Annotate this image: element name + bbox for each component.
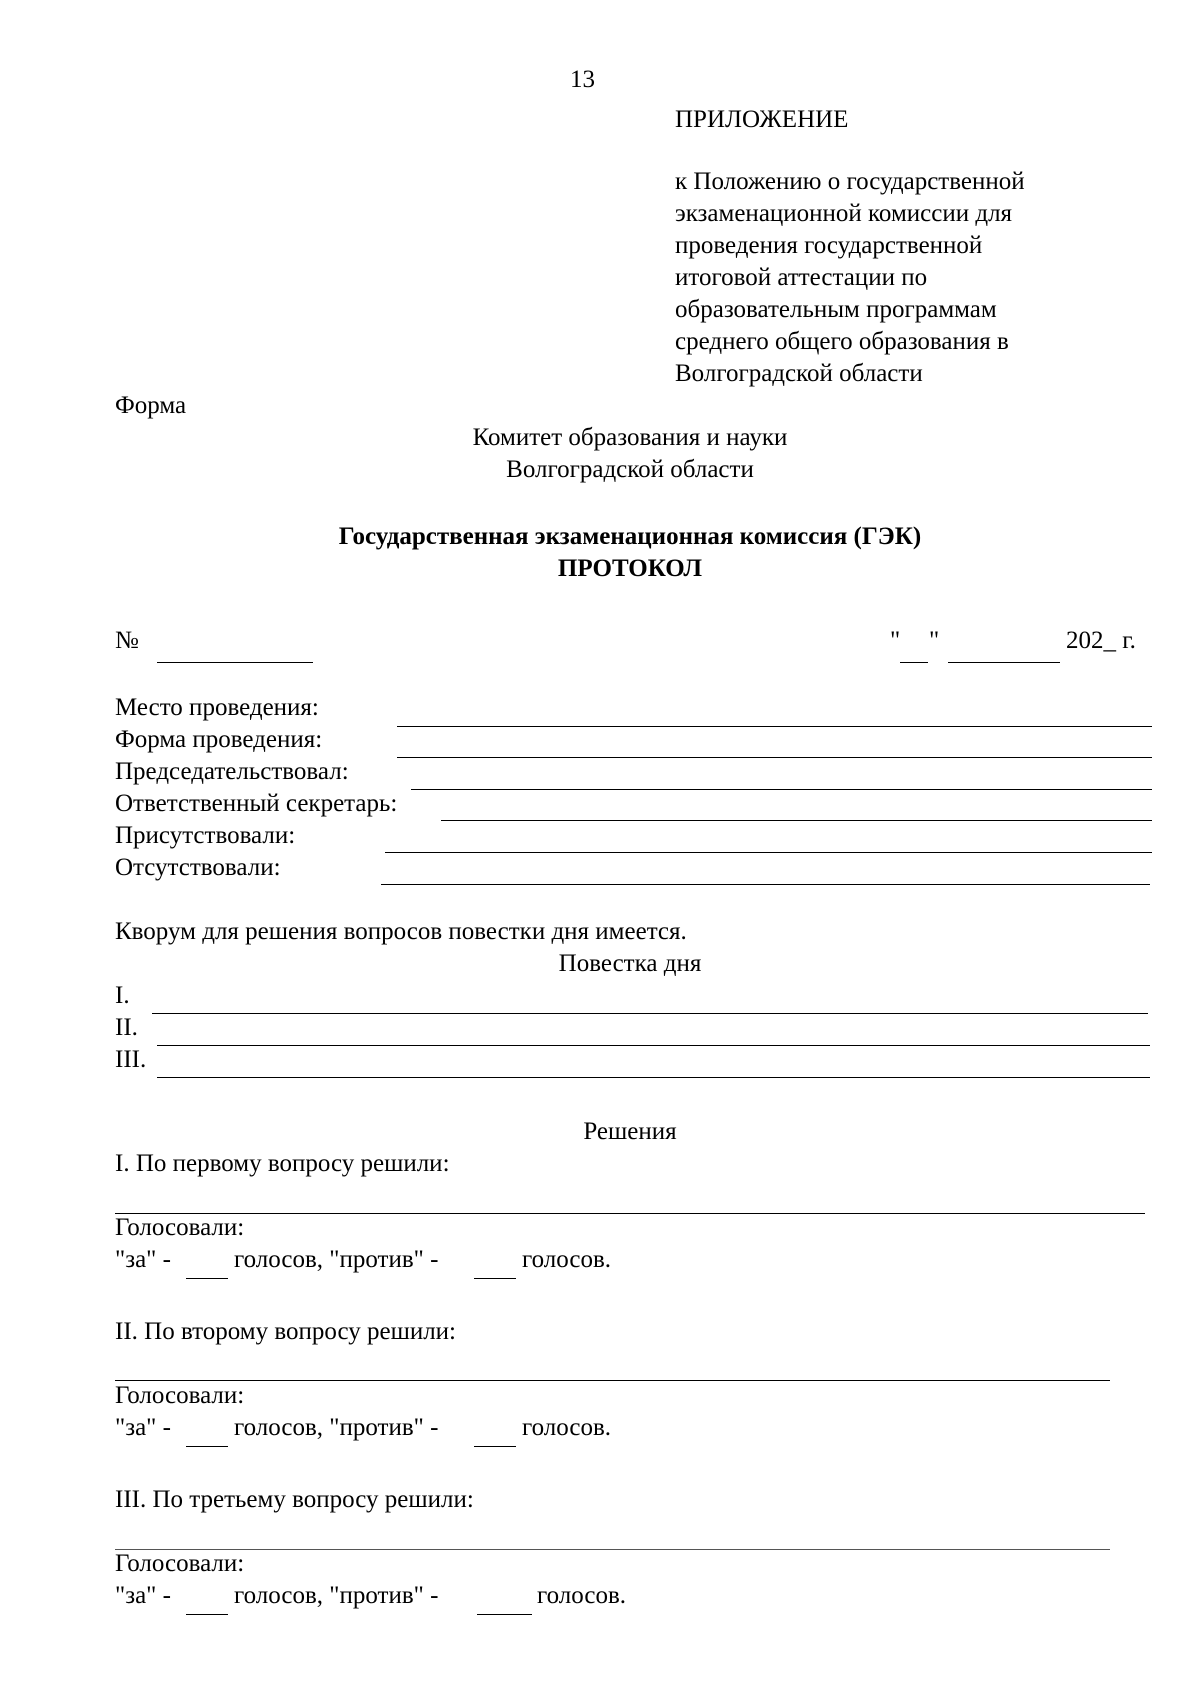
appendix-line: Волгоградской области <box>675 360 923 387</box>
field-label-secretary: Ответственный секретарь: <box>115 790 398 817</box>
decision-blank <box>115 1213 1145 1214</box>
votes-for-label: "за" - <box>115 1246 171 1273</box>
votes-against-label: голосов, "против" - <box>234 1246 439 1273</box>
agenda-item-number: III. <box>115 1046 147 1073</box>
field-blank-format <box>397 757 1152 758</box>
appendix-line: проведения государственной <box>675 232 983 259</box>
form-label: Форма <box>115 392 187 419</box>
votes-for-label: "за" - <box>115 1414 171 1441</box>
org-name-line2: Волгоградской области <box>506 456 754 483</box>
decision-blank <box>115 1549 1110 1550</box>
field-blank-secretary <box>441 820 1152 821</box>
votes-for-blank <box>186 1614 228 1615</box>
org-name-line1: Комитет образования и науки <box>472 424 788 451</box>
appendix-line: среднего общего образования в <box>675 328 1009 355</box>
voted-label: Голосовали: <box>115 1214 245 1241</box>
votes-against-label: голосов, "против" - <box>234 1414 439 1441</box>
field-label-chair: Председательствовал: <box>115 758 349 785</box>
decision-blank <box>115 1380 1110 1381</box>
decision-heading: II. По второму вопросу решили: <box>115 1318 457 1345</box>
agenda-item-number: I. <box>115 982 130 1009</box>
date-close-quote: " <box>929 627 940 654</box>
votes-end-label: голосов. <box>537 1582 627 1609</box>
date-day-blank <box>900 662 928 663</box>
field-blank-chair <box>411 789 1152 790</box>
appendix-line: к Положению о государственной <box>675 168 1025 195</box>
votes-for-label: "за" - <box>115 1582 171 1609</box>
field-blank-absent <box>381 884 1150 885</box>
votes-for-blank <box>186 1278 228 1279</box>
appendix-line: итоговой аттестации по <box>675 264 928 291</box>
commission-title: Государственная экзаменационная комиссия (ГЭК) <box>338 523 922 550</box>
votes-end-label: голосов. <box>522 1246 612 1273</box>
field-label-format: Форма проведения: <box>115 726 323 753</box>
field-label-absent: Отсутствовали: <box>115 854 281 881</box>
appendix-line: экзаменационной комиссии для <box>675 200 1013 227</box>
votes-against-label: голосов, "против" - <box>234 1582 439 1609</box>
voted-label: Голосовали: <box>115 1382 245 1409</box>
protocol-title: ПРОТОКОЛ <box>557 555 703 582</box>
votes-for-blank <box>186 1446 228 1447</box>
votes-against-blank <box>474 1278 516 1279</box>
field-label-location: Место проведения: <box>115 694 319 721</box>
field-label-present: Присутствовали: <box>115 822 296 849</box>
page-number: 13 <box>570 66 595 93</box>
appendix-title: ПРИЛОЖЕНИЕ <box>675 106 849 133</box>
votes-against-blank <box>474 1446 516 1447</box>
date-month-blank <box>948 662 1060 663</box>
votes-end-label: голосов. <box>522 1414 612 1441</box>
agenda-item-blank <box>152 1013 1148 1014</box>
decision-heading: III. По третьему вопросу решили: <box>115 1486 474 1513</box>
agenda-item-blank <box>157 1045 1150 1046</box>
field-blank-present <box>385 852 1152 853</box>
date-year: 202_ г. <box>1066 627 1136 654</box>
votes-against-blank <box>477 1614 532 1615</box>
agenda-item-number: II. <box>115 1014 138 1041</box>
voted-label: Голосовали: <box>115 1550 245 1577</box>
decisions-title: Решения <box>583 1118 677 1145</box>
number-blank <box>157 662 313 663</box>
decision-heading: I. По первому вопросу решили: <box>115 1150 450 1177</box>
field-blank-location <box>397 726 1152 727</box>
date-open-quote: " <box>890 627 901 654</box>
quorum-text: Кворум для решения вопросов повестки дня имеется. <box>115 918 687 945</box>
agenda-item-blank <box>157 1077 1150 1078</box>
appendix-line: образовательным программам <box>675 296 997 323</box>
number-label: № <box>115 627 139 654</box>
agenda-title: Повестка дня <box>558 950 702 977</box>
